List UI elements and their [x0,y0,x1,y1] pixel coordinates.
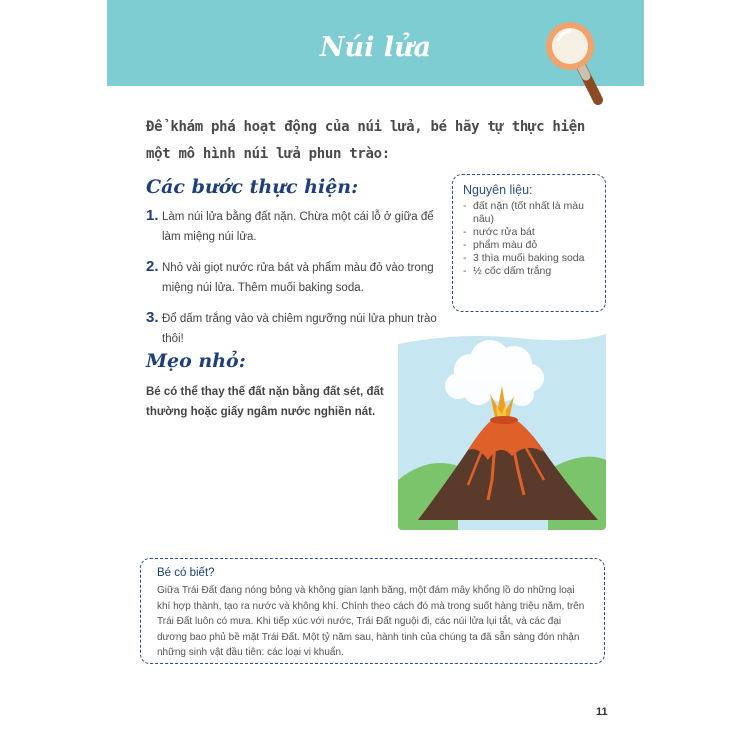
ingredient-item [463,200,595,226]
magnifying-glass-icon [540,18,610,108]
ingredients-title: Nguyên liệu: [463,183,533,197]
ingredients-list [463,200,595,278]
step-number: 1. [146,207,159,224]
tip-heading: Mẹo nhỏ: [146,350,246,372]
fun-fact-box [140,558,605,664]
ingredient-text: - đất nặn (tốt nhất là màu nâu) [473,200,584,225]
steps-heading: Các bước thực hiện: [146,176,359,198]
ingredient-item [463,265,595,278]
ingredient-text: - phẩm màu đỏ [473,239,538,251]
step-number: 3. [146,309,159,326]
fun-fact-text: Giữa Trái Đất đang nóng bỏng và không gian lạnh băng, một đám mây khổng lồ do những loại khí hợp thành, tạo ra nước và không khí. Chính theo cách đó mà trong suốt hàng triệu năm, trên Trái Đất luôn có mưa. Khi tiếp xúc với nước, Trái Đất nguội đi, các núi lửa lụi tắt, và các đại dương bao phủ bề mặt Trái Đất. Một tỷ năm sau, hành tinh của chúng ta đã sẵn sàng đón nhận những sinh vật đầu tiên: các loại vi khuẩn. [157,585,585,658]
step-text: Đổ dấm trắng vào và chiêm ngưỡng núi lửa phun trào thôi! [162,313,437,345]
ingredient-item [463,252,595,265]
step-text: Nhỏ vài giọt nước rửa bát và phẩm màu đỏ vào trong miệng núi lửa. Thêm muối baking soda. [162,262,434,294]
page-number: 11 [596,706,608,718]
ingredient-text: - nước rửa bát [473,226,535,238]
intro-text: Để khám phá hoạt động của núi lửa, bé hãy tự thực hiện một mô hình núi lửa phun trào: [146,119,585,162]
ingredient-text: - 3 thìa muối baking soda [473,252,585,264]
ingredient-item [463,239,595,252]
step-text: Làm núi lửa bằng đất nặn. Chừa một cái lỗ ở giữa để làm miệng núi lửa. [162,211,434,243]
volcano-illustration [398,330,606,530]
page-title: Núi lửa [319,32,432,63]
ingredients-box [452,174,606,312]
ingredient-item [463,226,595,239]
tip-text: Bé có thể thay thế đất nặn bằng đất sét, đất thường hoặc giấy ngâm nước nghiền nát. [146,386,384,418]
step-item [146,207,446,247]
step-number: 2. [146,258,159,275]
step-item [146,258,446,298]
ingredient-text: - ½ cốc dấm trắng [473,265,552,277]
fun-fact-title: Bé có biết? [157,567,215,579]
